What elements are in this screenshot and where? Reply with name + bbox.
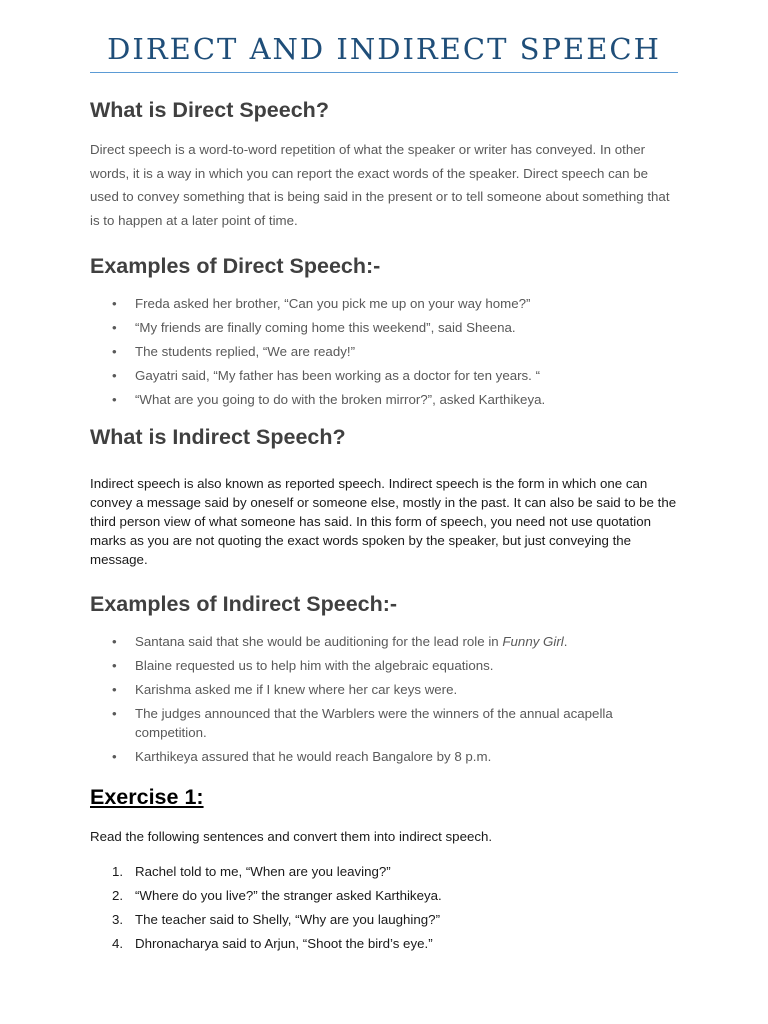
italic-title: Funny Girl <box>502 634 564 649</box>
bullet-icon: • <box>112 320 117 335</box>
list-item: • Gayatri said, “My father has been working as a doctor for ten years. “ <box>112 368 540 383</box>
bullet-icon: • <box>112 749 117 764</box>
item-number: 4. <box>112 936 124 951</box>
item-number: 2. <box>112 888 124 903</box>
indirect-speech-heading: What is Indirect Speech? <box>90 425 346 449</box>
indirect-speech-paragraph: Indirect speech is also known as reported speech. Indirect speech is the form in which one can convey a message said by oneself or someone else, mostly in the past. It can also be said to be the third person view of what someone has said. In this form of speech, you need not use quotation marks as you are not quoting the exact words spoken by the speaker, but just conveying the message. <box>90 476 677 567</box>
item-number: 1. <box>112 864 124 879</box>
bullet-icon: • <box>112 296 117 311</box>
bullet-icon: • <box>112 634 117 649</box>
list-item: • The judges announced that the Warblers were the winners of the annual acapella competition. <box>112 706 613 740</box>
bullet-icon: • <box>112 392 117 407</box>
list-item: • Santana said that she would be auditioning for the lead role in Funny Girl. <box>112 634 568 649</box>
bullet-icon: • <box>112 682 117 697</box>
list-item: • “What are you going to do with the broken mirror?”, asked Karthikeya. <box>112 392 546 407</box>
indirect-examples-heading: Examples of Indirect Speech:- <box>90 592 398 616</box>
list-item: • Karishma asked me if I knew where her car keys were. <box>112 682 458 697</box>
list-item: • Freda asked her brother, “Can you pick me up on your way home?” <box>112 296 531 311</box>
bullet-icon: • <box>112 658 117 673</box>
exercise-list <box>90 862 678 953</box>
exercise-instruction: Read the following sentences and convert them into indirect speech. <box>90 829 493 844</box>
item-number: 3. <box>112 912 124 927</box>
direct-speech-paragraph: Direct speech is a word-to-word repetition of what the speaker or writer has conveyed. In other words, it is a way in which you can report the exact words of the speaker. Direct speech can be used to convey something that is being said in the present or to tell someone about something that is to happen at a later point of time. <box>90 142 670 228</box>
document-page <box>90 0 678 958</box>
direct-speech-heading: What is Direct Speech? <box>90 98 329 122</box>
list-item: • Karthikeya assured that he would reach Bangalore by 8 p.m. <box>112 749 492 764</box>
page-title: DIRECT AND INDIRECT SPEECH <box>90 32 678 73</box>
list-item: 1. Rachel told to me, “When are you leaving?” <box>112 864 391 879</box>
list-item: 4. Dhronacharya said to Arjun, “Shoot the bird’s eye.” <box>112 936 433 951</box>
direct-examples-heading: Examples of Direct Speech:- <box>90 254 381 278</box>
list-item: • “My friends are finally coming home this weekend”, said Sheena. <box>112 320 516 335</box>
bullet-icon: • <box>112 344 117 359</box>
bullet-icon: • <box>112 706 117 721</box>
list-item: • The students replied, “We are ready!” <box>112 344 355 359</box>
list-item: • Blaine requested us to help him with the algebraic equations. <box>112 658 494 673</box>
bullet-icon: • <box>112 368 117 383</box>
indirect-examples-list <box>90 632 678 766</box>
exercise-heading: Exercise 1: <box>90 785 204 809</box>
direct-examples-list <box>90 294 678 409</box>
list-item: 3. The teacher said to Shelly, “Why are you laughing?” <box>112 912 441 927</box>
list-item: 2. “Where do you live?” the stranger asked Karthikeya. <box>112 888 442 903</box>
